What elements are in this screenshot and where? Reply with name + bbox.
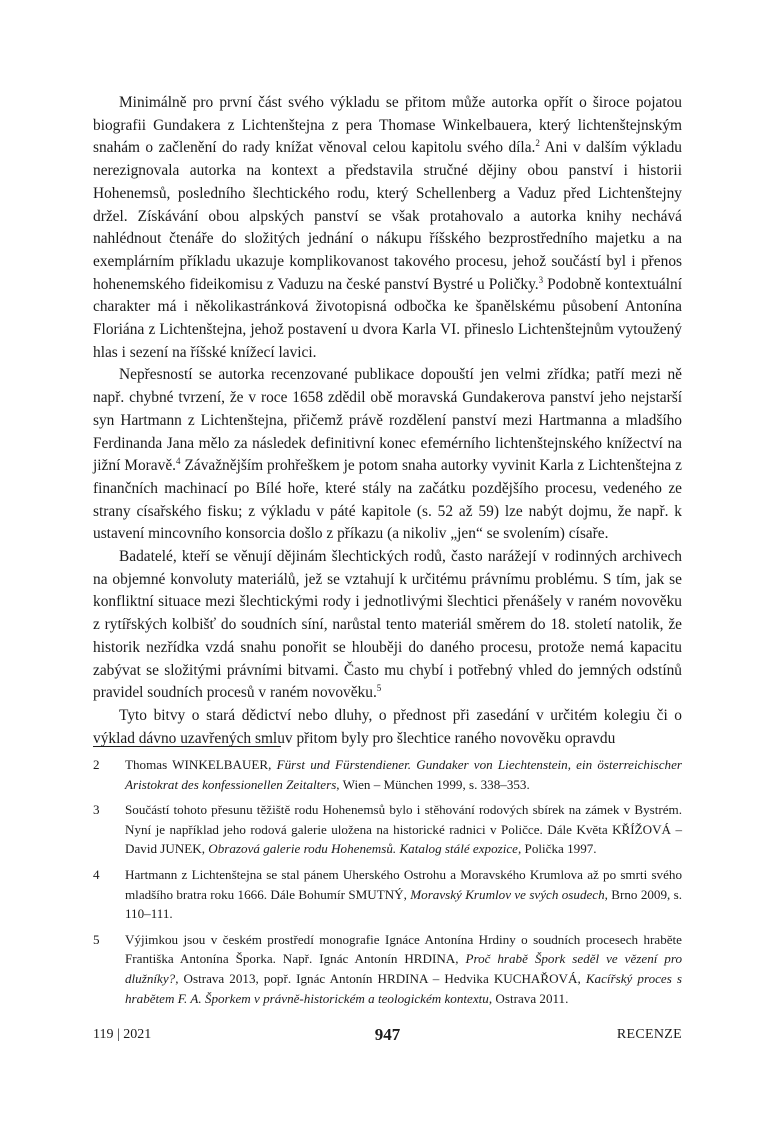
text-run: , Ostrava 2011. — [488, 990, 569, 1006]
text-run: Závažnějším prohřeškem je potom snaha autorky vyvinit Karla z Lichtenštejna z finančních machinací po Bílé hoře, které stály na začátku pozdějšího procesu, vedeného ze strany císařského fisku; z výkladu v páté kapitole (s. 52 až 59) lze nabýt dojmu, že např. k ustavení mincovního konsorcia došlo z příkazu (a nikoliv „jen“ se svolením) císaře. — [93, 457, 682, 543]
text-run: Nepřesností se autorka recenzované publikace dopouští jen velmi zřídka; patří mezi ně např. chybné tvrzení, že v roce 1658 zdědil obě moravská Gundakerova panství jeho nejstarší syn Hartmann z Lichtenštejna, přičemž právě rozdělení panství mezi Hartmanna a mladšího Ferdinanda Jana mělo za následek definitivní konec efemérního lichtenštejnského knížectví na jižní Moravě. — [93, 366, 682, 475]
footnote-ref: 3 — [538, 274, 544, 285]
text-run: Hartmann z Lichtenštejna se stal pánem Uherského Ostrohu a Moravského Krumlova až po smrti svého mladšího bratra roku 1666. Dále Bohumír SMUTNÝ, — [125, 866, 682, 902]
footnote-number: 4 — [93, 866, 100, 882]
italic-title: Proč hrabě Špork seděl ve vězení pro dlužníky? — [125, 951, 682, 986]
paragraph — [93, 546, 682, 705]
footnote-ref: 4 — [176, 456, 181, 467]
footnote — [93, 800, 682, 859]
footnote — [93, 930, 682, 1008]
footnote-text — [125, 755, 682, 794]
text-run: Součástí tohoto přesunu těžiště rodu Hohenemsů bylo i stěhování rodových sbírek na zámek v Bystrém. Nyní je například jeho rodová galerie uložena na historické radnici v Poličce. Dále Květa KŘÍŽOVÁ – David JUNEK, — [125, 802, 682, 857]
paragraph — [93, 364, 682, 546]
page-footer — [93, 1025, 682, 1049]
italic-title: Moravský Krumlov ve svých osudech — [410, 886, 605, 902]
paragraph — [93, 705, 682, 750]
text-run: Thomas WINKELBAUER, — [125, 757, 277, 772]
footnote — [93, 755, 682, 794]
footnote-ref: 5 — [376, 683, 382, 694]
text-run: , Wien – München 1999, s. 338–353. — [336, 776, 530, 792]
footnote-divider — [93, 746, 281, 747]
footnote-text — [125, 800, 682, 859]
text-run: Tyto bitvy o stará dědictví nebo dluhy, o přednost při zasedání v určitém kolegiu či o výklad dávno uzavřených smluv přitom byly pro šlechtice raného novověku opravdu — [93, 706, 682, 747]
text-run: , Ostrava 2013, popř. Ignác Antonín HRDINA – Hedvika KUCHAŘOVÁ, — [175, 970, 586, 986]
main-text — [93, 92, 682, 750]
italic-title: Kacířský proces s hrabětem F. A. Šporkem v právně-historickém a teologickém kontextu — [125, 970, 682, 1006]
footnote-number: 5 — [93, 931, 100, 947]
page-number: 947 — [374, 1025, 401, 1044]
footnote-text — [125, 865, 682, 924]
footnote-number: 2 — [93, 757, 100, 772]
text-run: Minimálně pro první část svého výkladu se přitom může autorka opřít o široce pojatou biografii Gundakera z Lichtenštejna z pera Thomase Winkelbauera, který lichtenštejnským snahám o začlenění do rady knížat věnoval celou kapitolu svého díla. — [93, 94, 682, 157]
text-run: , Brno 2009, s. 110–111. — [125, 886, 682, 922]
paragraph — [93, 92, 682, 364]
footnote — [93, 865, 682, 924]
text-run: , Polička 1997. — [518, 841, 597, 857]
footnote-ref: 2 — [535, 138, 540, 149]
footnote-number: 3 — [93, 802, 100, 818]
italic-title: Fürst und Fürstendiener. Gundaker von Liechtenstein, ein österreichischer Aristokrat des konfessionellen Zeitalters — [125, 757, 682, 792]
italic-title: Obrazová galerie rodu Hohenemsů. Katalog stálé expozice — [208, 841, 518, 857]
text-run: Badatelé, kteří se věnují dějinám šlechtických rodů, často narážejí v rodinných archivech na objemné konvoluty materiálů, jež se vztahují k určitému právnímu problému. S tím, jak se konfliktní situace mezi šlechtickými rody i jednotlivými šlechtici přenášely v raném novověku z rytířských kolbišť do soudních síní, narůstal tento materiál směrem do 18. století natolik, že historik nezřídka vzdá snahu ponořit se hlouběji do daného procesu, protože nemá kapacitu zabývat se složitými právními bitvami. Často mu chybí i potřebný vhled do jemných odstínů pravidel soudních procesů v raném novověku. — [93, 548, 682, 702]
text-run: Výjimkou jsou v českém prostředí monografie Ignáce Antonína Hrdiny o soudních procesech hraběte Františka Antonína Šporka. Např. Ignác Antonín HRDINA, — [125, 931, 682, 967]
section-label: RECENZE — [616, 1027, 682, 1042]
footnotes — [93, 755, 682, 1014]
footnote-text — [125, 930, 682, 1008]
text-run: Podobně kontextuální charakter má i několikastránková životopisná odbočka ke španělskému působení Antonína Floriána z Lichtenštejna, jehož postavení u dvora Karla VI. přineslo Lichtenštejnům vytoužený hlas i sezení na říšské knížecí lavici. — [93, 275, 682, 361]
issue-label: 119 | 2021 — [93, 1027, 152, 1042]
text-run: Ani v dalším výkladu nerezignovala autorka na kontext a představila stručné dějiny obou panství i historii Hohenemsů, posledního šlechtického rodu, který Schellenberg a Vaduz před Lichtenštejny držel. Získávání obou alpských panství se však protahovalo a autorka knihy nechává nahlédnout čtenáře do složitých jednání o nákupu říšského bezprostředního majetku a na exemplárním příkladu ukazuje komplikovanost takového procesu, jehož součástí byl i přenos hohenemského fideikomisu z Vaduzu na české panství Bystré u Poličky. — [93, 139, 682, 293]
